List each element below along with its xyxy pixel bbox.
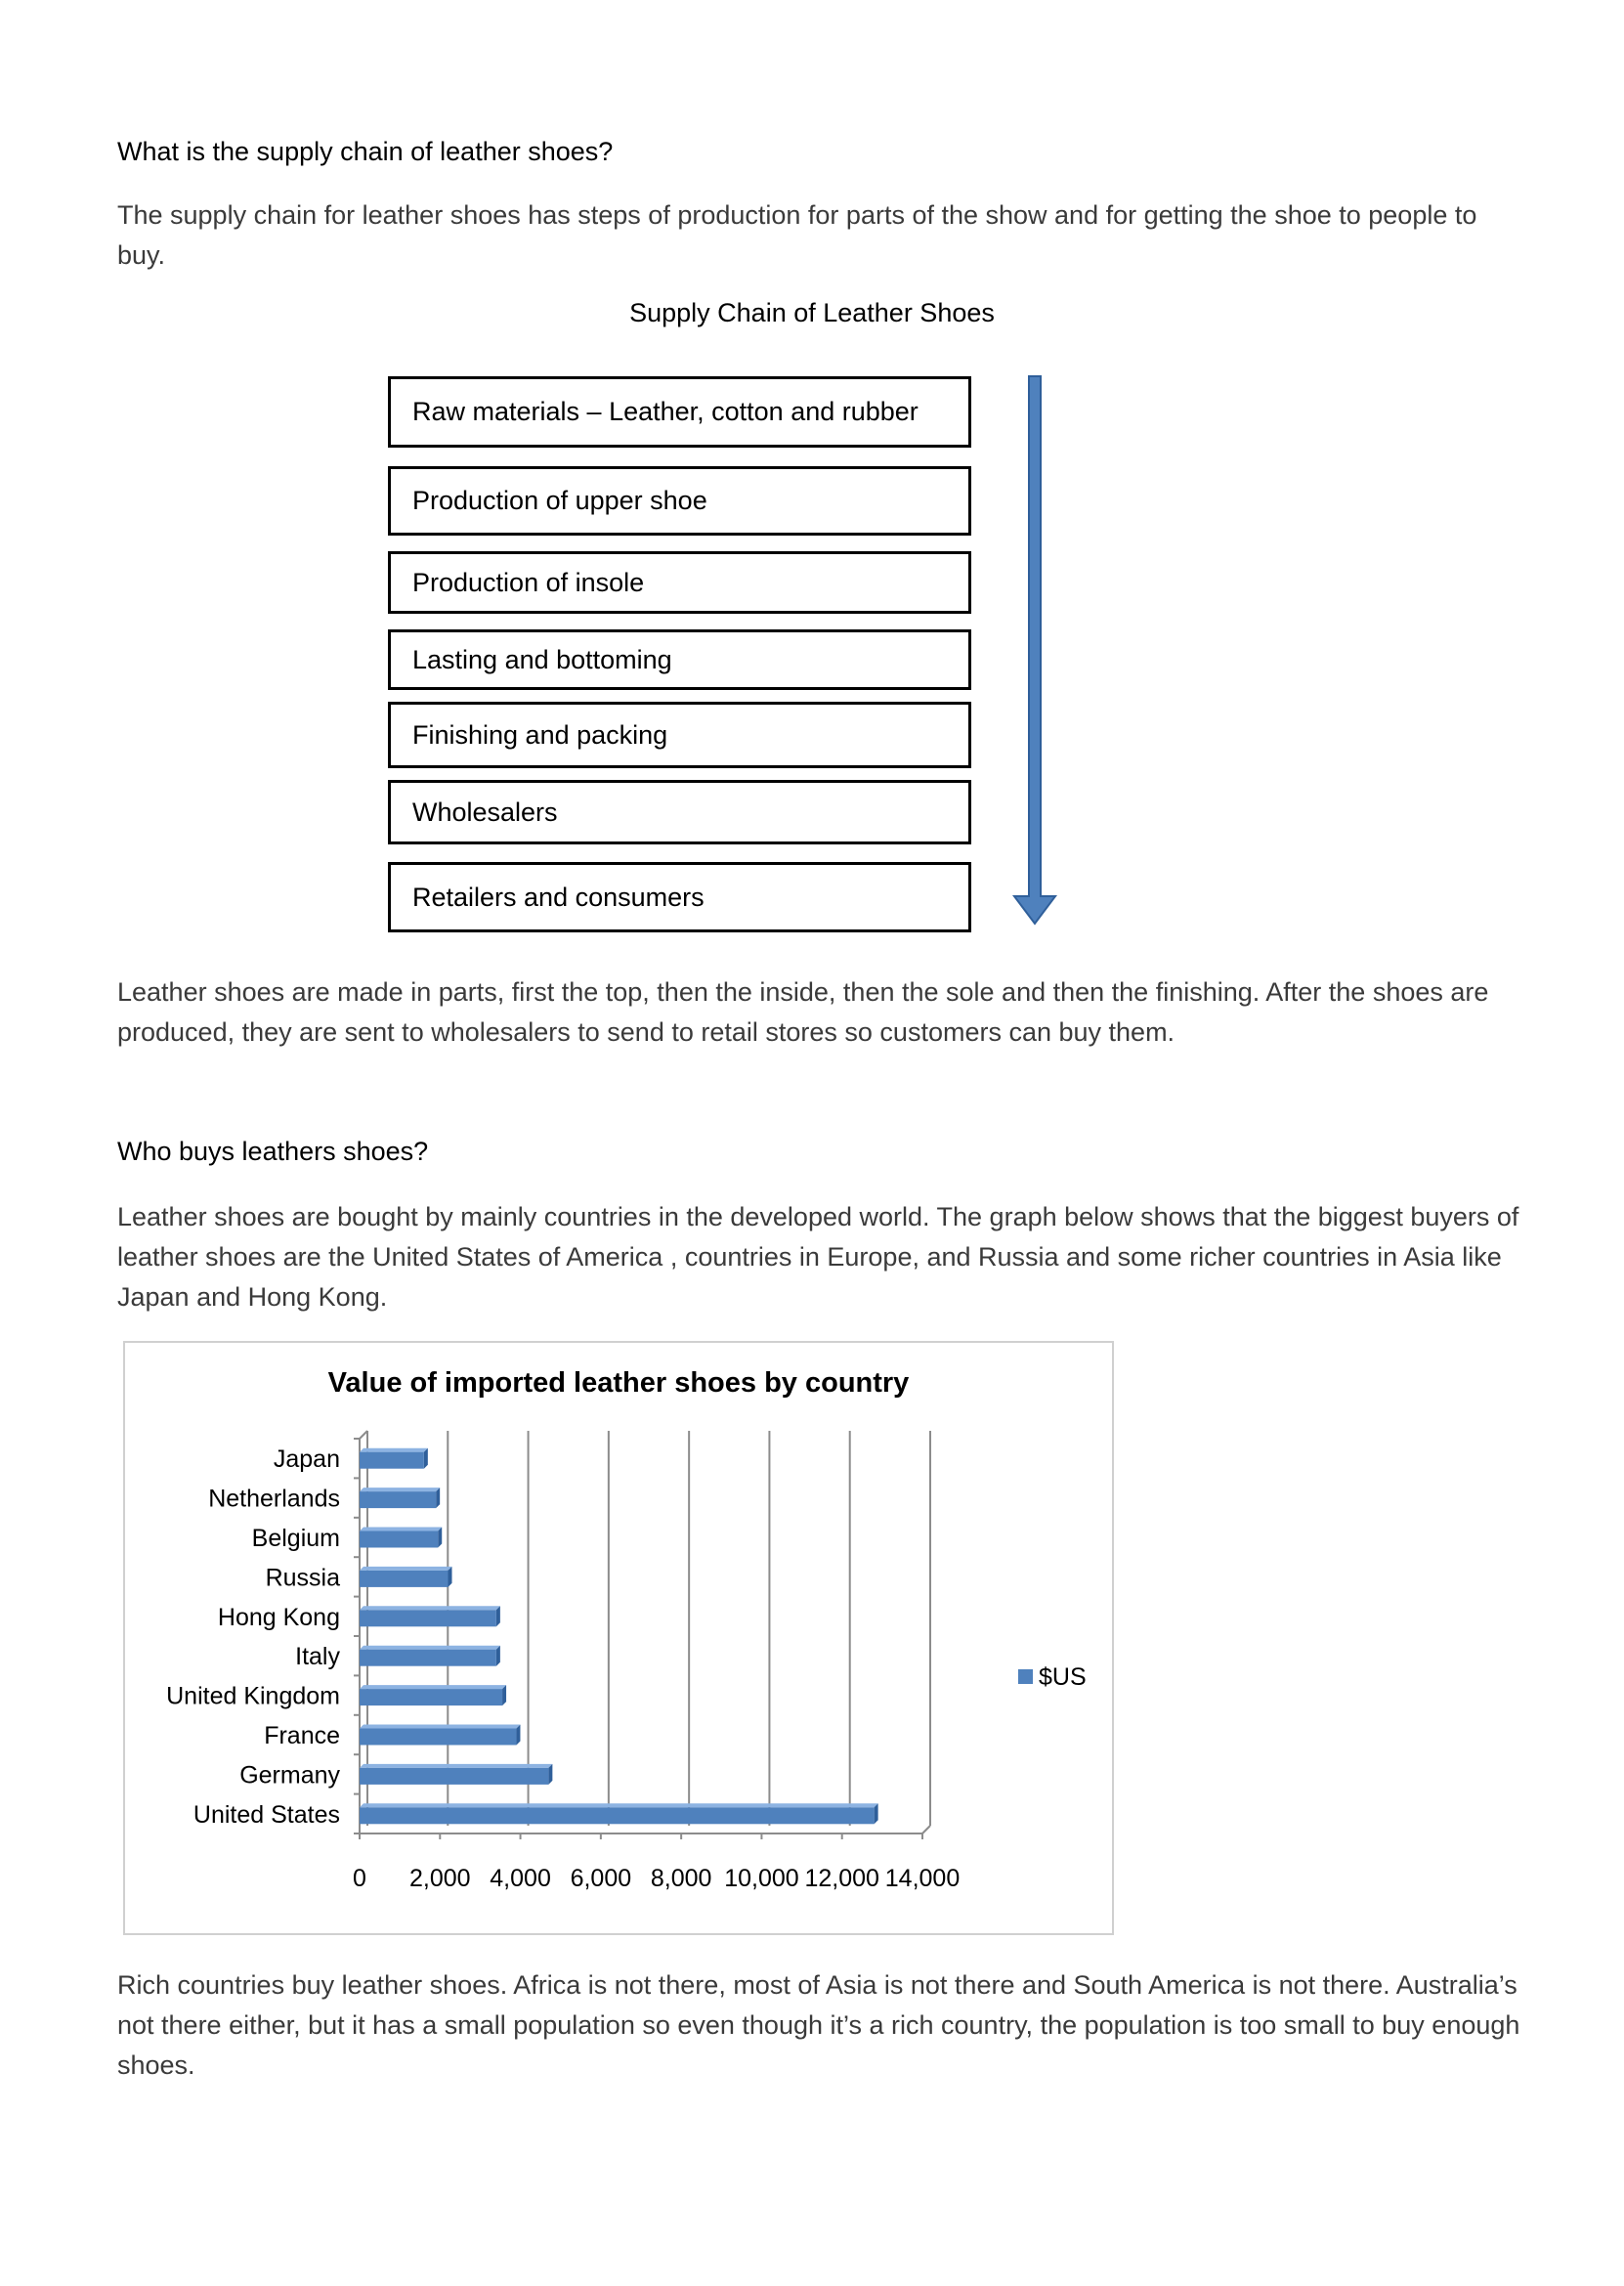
category-label-russia: Russia	[265, 1564, 340, 1592]
bar-italy	[360, 1650, 496, 1666]
who-buys-intro: Leather shoes are bought by mainly countries in the developed world. The graph below shows that the biggest buyers of leather shoes are the United States of America , countries in Europe, and Russia and some richer countries in Asia like Japan and Hong Kong.	[117, 1202, 1519, 1312]
supply-chain-explanation: Leather shoes are made in parts, first the top, then the inside, then the sole and then the finishing. After the shoes are produced, they are sent to wholesalers to send to retail stores so customers can buy them.	[117, 977, 1489, 1047]
bar-top-germany	[360, 1764, 552, 1768]
legend-label: $US	[1039, 1663, 1087, 1691]
down-arrow-icon	[1012, 374, 1057, 926]
bar-top-united-kingdom	[360, 1685, 506, 1689]
category-label-netherlands: Netherlands	[208, 1485, 340, 1513]
x-tick-label: 6,000	[570, 1865, 632, 1892]
bar-belgium	[360, 1531, 438, 1548]
bar-japan	[360, 1452, 424, 1469]
category-label-hong-kong: Hong Kong	[217, 1603, 340, 1631]
x-tick-label: 4,000	[490, 1865, 551, 1892]
supply-step-finishing: Finishing and packing	[388, 702, 971, 768]
bar-france	[360, 1729, 516, 1746]
supply-step-lasting: Lasting and bottoming	[388, 629, 971, 690]
category-label-japan: Japan	[273, 1445, 340, 1474]
bar-top-russia	[360, 1567, 452, 1571]
category-label-france: France	[264, 1722, 340, 1749]
supply-step-retailers: Retailers and consumers	[388, 862, 971, 932]
section-heading-supply-chain: What is the supply chain of leather shoes?	[117, 137, 614, 166]
supply-step-wholesalers: Wholesalers	[388, 780, 971, 844]
x-tick-label: 8,000	[650, 1865, 712, 1892]
diagram-title: Supply Chain of Leather Shoes	[629, 298, 995, 327]
bar-top-united-states	[360, 1803, 878, 1807]
bar-germany	[360, 1768, 548, 1785]
bar-top-france	[360, 1725, 520, 1729]
category-label-germany: Germany	[239, 1761, 340, 1790]
supply-step-raw-materials: Raw materials – Leather, cotton and rubber	[388, 376, 971, 448]
x-tick-label: 2,000	[409, 1865, 471, 1892]
category-label-united-states: United States	[192, 1800, 340, 1829]
chart-canvas	[125, 1343, 1112, 1933]
conclusion-paragraph: Rich countries buy leather shoes. Africa is not there, most of Asia is not there and South America is not there. Australia’s not there either, but it has a small population so even though it’s a rich country, the population is too small to buy enough shoes.	[117, 1970, 1520, 2080]
bar-hong-kong	[360, 1610, 496, 1626]
bar-united-kingdom	[360, 1689, 502, 1705]
supply-chain-intro: The supply chain for leather shoes has steps of production for parts of the show and for getting the shoe to people to buy.	[117, 200, 1477, 270]
axis-edge	[922, 1826, 930, 1833]
legend-swatch	[1018, 1669, 1033, 1684]
section-heading-who-buys: Who buys leathers shoes?	[117, 1137, 429, 1166]
x-tick-label: 10,000	[724, 1865, 799, 1892]
x-tick-label: 0	[353, 1865, 366, 1892]
bar-top-japan	[360, 1448, 428, 1452]
bar-top-italy	[360, 1646, 500, 1650]
bar-united-states	[360, 1807, 875, 1824]
supply-step-insole: Production of insole	[388, 551, 971, 614]
category-label-belgium: Belgium	[251, 1525, 340, 1552]
bar-top-belgium	[360, 1528, 442, 1531]
bar-top-hong-kong	[360, 1606, 500, 1610]
category-label-italy: Italy	[295, 1643, 340, 1671]
bar-netherlands	[360, 1491, 436, 1508]
category-label-united-kingdom: United Kingdom	[166, 1682, 340, 1710]
bar-top-netherlands	[360, 1488, 440, 1491]
chart-title: Value of imported leather shoes by country	[327, 1367, 910, 1399]
axis-edge	[360, 1431, 367, 1439]
x-tick-label: 14,000	[884, 1865, 961, 1892]
bar-russia	[360, 1571, 449, 1587]
x-tick-label: 12,000	[804, 1865, 879, 1892]
supply-step-upper-shoe: Production of upper shoe	[388, 466, 971, 536]
import-value-chart	[123, 1341, 1114, 1935]
